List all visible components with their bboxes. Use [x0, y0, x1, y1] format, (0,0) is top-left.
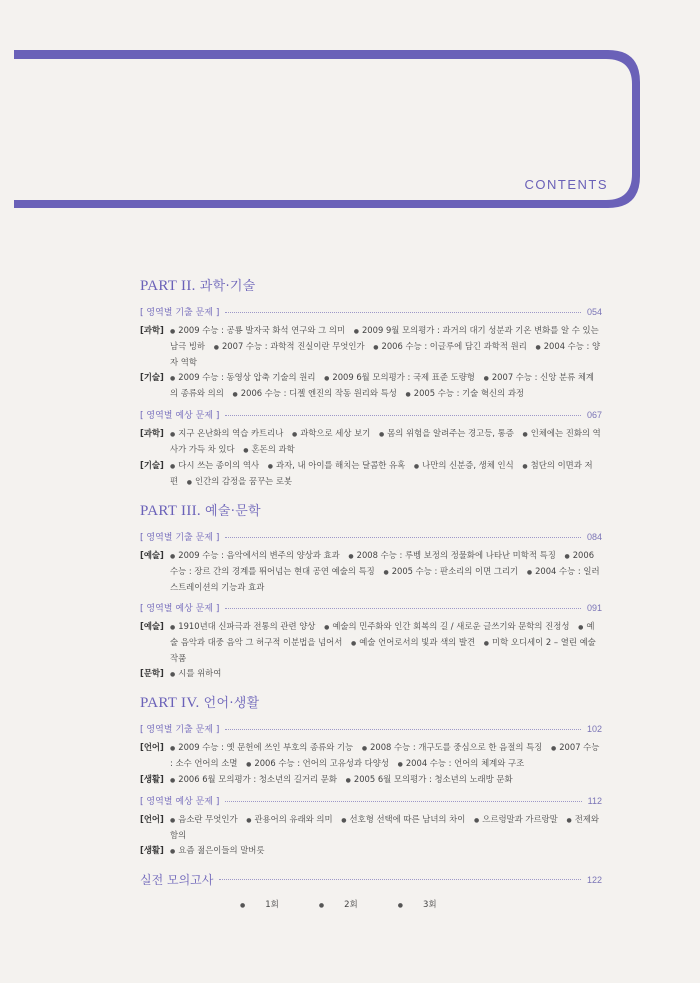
category-tag: [언어] [140, 742, 164, 752]
item-title: 미학 오디세이 2 – 열린 예술 작품 [170, 637, 596, 663]
contents-title: CONTENTS [524, 177, 608, 192]
bullet-icon: ● [186, 479, 193, 486]
toc-item[interactable] [348, 550, 555, 560]
item-title: 과자, 내 아이를 해치는 달콤한 유혹 [275, 460, 406, 470]
toc-item[interactable] [414, 460, 514, 470]
item-title: 2004 수능 : 양자 역학 [170, 341, 601, 367]
section-label: [ 영역별 예상 문제 ] [140, 797, 220, 807]
category-tag: [과학] [140, 325, 164, 335]
bullet-icon: ● [383, 569, 389, 576]
toc-entry [140, 772, 602, 788]
toc-item[interactable] [170, 621, 315, 631]
item-title: 시를 위하여 [178, 668, 222, 678]
round-label: 3회 [423, 900, 437, 910]
item-title: 혼돈의 과학 [251, 444, 295, 454]
item-title: 요즘 젊은이들의 말버릇 [178, 845, 265, 855]
bullet-icon: ● [566, 817, 572, 824]
item-title: 나만의 신분증, 생체 인식 [422, 460, 514, 470]
page-number: 091 [586, 602, 602, 613]
category-tag: [문학] [140, 668, 164, 678]
item-title: 2006 수능 : 디젤 엔진의 작동 원리와 특성 [240, 388, 397, 398]
toc-item[interactable] [187, 476, 292, 486]
toc-item[interactable] [170, 325, 345, 335]
entry-items [170, 426, 602, 458]
bullet-icon: ● [483, 375, 489, 382]
bullet-icon: ● [341, 817, 347, 824]
bullet-icon: ● [353, 328, 359, 335]
toc-item[interactable] [341, 814, 465, 824]
item-title: 2006 수능 : 이글루에 담긴 과학적 원리 [381, 341, 527, 351]
bullet-icon: ● [246, 817, 252, 824]
toc-item[interactable] [170, 550, 340, 560]
bullet-icon: ● [170, 375, 176, 382]
round-item[interactable] [240, 900, 299, 910]
section-label: [ 영역별 기출 문제 ] [140, 533, 220, 543]
entry-items [170, 370, 602, 402]
bullet-icon: ● [170, 624, 176, 631]
item-title: 1910년대 신파극과 전통의 관련 양상 [178, 621, 316, 631]
bullet-icon: ● [170, 328, 176, 335]
leader-dots [225, 312, 581, 313]
part-heading [140, 275, 602, 295]
entry-items [170, 323, 602, 370]
bullet-icon: ● [318, 902, 325, 909]
bullet-icon: ● [345, 777, 351, 784]
page-number: 067 [586, 409, 602, 420]
mock-exam-heading[interactable] [140, 871, 602, 888]
bullet-icon: ● [170, 671, 176, 678]
bullet-icon: ● [535, 344, 541, 351]
bullet-icon: ● [564, 553, 570, 560]
item-title: 2009 9월 모의평가 : 과거의 대기 성분과 기온 변화를 알 수 있는 남극 빙하 [170, 325, 599, 351]
part-number: PART II. [140, 278, 196, 294]
bullet-icon: ● [246, 761, 252, 768]
part-title: 과학·기술 [199, 279, 256, 294]
item-title: 2007 수능 : 과학적 진실이란 무엇인가 [221, 341, 365, 351]
item-title: 몸의 위험을 알려주는 경고등, 통증 [387, 428, 514, 438]
item-title: 예술 음악과 대중 음악 그 허구적 이분법을 넘어서 [170, 621, 595, 647]
bullet-icon: ● [170, 817, 176, 824]
toc-entry [140, 370, 602, 402]
section-header[interactable] [140, 408, 602, 421]
toc-item[interactable] [170, 372, 315, 382]
bullet-icon: ● [578, 624, 584, 631]
item-title: 관용어의 유래와 의미 [254, 814, 333, 824]
toc-item[interactable] [170, 774, 337, 784]
toc-item[interactable] [214, 341, 365, 351]
part-title: 예술·문학 [205, 504, 261, 519]
round-item[interactable] [319, 900, 378, 910]
entry-items [170, 843, 602, 859]
toc-item[interactable] [373, 341, 527, 351]
item-title: 2009 6월 모의평가 : 국제 표준 도량형 [332, 372, 475, 382]
toc-item[interactable] [398, 758, 525, 768]
section-label: [ 영역별 기출 문제 ] [140, 308, 220, 318]
bullet-icon: ● [170, 745, 176, 752]
toc-item[interactable] [246, 758, 389, 768]
item-title: 과학으로 세상 보기 [300, 428, 371, 438]
toc-entry [140, 548, 602, 595]
bullet-icon: ● [474, 817, 480, 824]
part-number: PART III. [140, 503, 201, 519]
section-header[interactable] [140, 794, 602, 807]
bullet-icon: ● [170, 431, 176, 438]
item-title: 2009 수능 : 음악에서의 변주의 양상과 효과 [178, 550, 340, 560]
bullet-icon: ● [232, 391, 238, 398]
item-title: 2007 수능 : 소수 언어의 소멸 [170, 742, 600, 768]
bullet-icon: ● [324, 624, 330, 631]
toc-item[interactable] [246, 814, 332, 824]
toc-item[interactable] [324, 372, 475, 382]
item-title: 으르렁말과 가르랑말 [482, 814, 558, 824]
entry-items [170, 666, 602, 682]
toc-entry [140, 843, 602, 859]
section-header[interactable] [140, 601, 602, 614]
bullet-icon: ● [397, 761, 403, 768]
bullet-icon: ● [351, 640, 357, 647]
toc-entry [140, 458, 602, 490]
toc-item[interactable] [170, 845, 264, 855]
item-title: 2007 수능 : 신앙 분류 체계의 종류와 의의 [170, 372, 594, 398]
category-tag: [기술] [140, 372, 164, 382]
item-title: 음소란 무엇인가 [178, 814, 238, 824]
table-of-contents [140, 275, 602, 910]
toc-item[interactable] [170, 428, 283, 438]
item-title: 선호형 선택에 따른 남녀의 차이 [349, 814, 466, 824]
bullet-icon: ● [240, 902, 246, 909]
toc-entry [140, 812, 602, 843]
toc-entry [140, 426, 602, 458]
round-label: 1회 [265, 900, 279, 910]
toc-item[interactable] [406, 388, 525, 398]
item-title: 2009 수능 : 동영상 압축 기술의 원리 [178, 372, 316, 382]
bullet-icon: ● [405, 391, 411, 398]
item-title: 2005 수능 : 판소리의 이면 그리기 [391, 566, 519, 576]
bullet-icon: ● [397, 902, 403, 909]
category-tag: [생활] [140, 845, 164, 855]
bullet-icon: ● [526, 569, 533, 576]
bullet-icon: ● [292, 431, 298, 438]
item-title: 2009 수능 : 옛 문헌에 쓰인 부호의 종류와 기능 [178, 742, 354, 752]
entry-items [170, 458, 602, 490]
toc-entry [140, 619, 602, 666]
item-title: 2006 수능 : 장르 간의 경계를 뛰어넘는 현대 공연 예술의 특징 [170, 550, 595, 576]
toc-item[interactable] [362, 742, 542, 752]
round-item[interactable] [398, 900, 457, 910]
leader-dots [225, 729, 581, 730]
page-number: 122 [586, 874, 602, 885]
toc-item[interactable] [243, 444, 294, 454]
bullet-icon: ● [170, 848, 176, 855]
bullet-icon: ● [413, 463, 420, 470]
section-label: [ 영역별 예상 문제 ] [140, 411, 220, 421]
item-title: 전제와 함의 [170, 814, 599, 840]
bullet-icon: ● [361, 745, 368, 752]
item-title: 다시 쓰는 종이의 역사 [178, 460, 260, 470]
round-label: 2회 [344, 900, 358, 910]
bullet-icon: ● [378, 431, 385, 438]
toc-item[interactable] [474, 814, 558, 824]
toc-item[interactable] [170, 460, 259, 470]
toc-item[interactable] [170, 742, 353, 752]
toc-item[interactable] [268, 460, 406, 470]
section-header[interactable] [140, 305, 602, 318]
item-title: 예술의 민주화와 인간 회복의 길 / 새로운 글쓰기와 문학의 진정성 [332, 621, 570, 631]
entry-items [170, 740, 602, 772]
toc-entry [140, 740, 602, 772]
leader-dots [225, 608, 581, 609]
item-title: 2009 수능 : 공룡 발자국 화석 연구와 그 의미 [178, 325, 346, 335]
bullet-icon: ● [243, 447, 249, 454]
bullet-icon: ● [267, 463, 273, 470]
category-tag: [예술] [140, 550, 164, 560]
item-title: 첨단의 이면과 저편 [170, 460, 593, 486]
toc-entry [140, 323, 602, 370]
page-number: 054 [586, 306, 602, 317]
bullet-icon: ● [170, 777, 176, 784]
item-title: 인간의 감정을 꿈꾸는 로봇 [195, 476, 292, 486]
toc-entry [140, 666, 602, 682]
part-number: PART IV. [140, 695, 200, 711]
entry-items [170, 548, 602, 595]
section-label: [ 영역별 기출 문제 ] [140, 725, 220, 735]
bullet-icon: ● [522, 431, 528, 438]
category-tag: [기술] [140, 460, 164, 470]
item-title: 지구 온난화의 역습 카트리나 [178, 428, 284, 438]
toc-item[interactable] [324, 621, 569, 631]
category-tag: [과학] [140, 428, 164, 438]
bullet-icon: ● [348, 553, 354, 560]
bullet-icon: ● [170, 553, 176, 560]
leader-dots [219, 879, 581, 880]
item-title: 2008 수능 : 루벵 보정의 정물화에 나타난 미학적 특징 [356, 550, 556, 560]
category-tag: [예술] [140, 621, 164, 631]
item-title: 2006 6월 모의평가 : 청소년의 길거리 문화 [178, 774, 337, 784]
mock-exam-title: 실전 모의고사 [140, 873, 214, 887]
part-heading [140, 500, 602, 520]
toc-item[interactable] [292, 428, 370, 438]
bullet-icon: ● [483, 640, 490, 647]
toc-item[interactable] [383, 566, 518, 576]
leader-dots [225, 415, 581, 416]
bullet-icon: ● [373, 344, 379, 351]
section-header[interactable] [140, 530, 602, 543]
mock-exam-rounds [240, 898, 602, 910]
entry-items [170, 812, 602, 843]
toc-item[interactable] [170, 668, 221, 678]
leader-dots [225, 801, 581, 802]
bullet-icon: ● [324, 375, 330, 382]
toc-item[interactable] [170, 814, 238, 824]
toc-item[interactable] [233, 388, 397, 398]
bullet-icon: ● [170, 463, 176, 470]
page-number: 084 [586, 531, 602, 542]
section-header[interactable] [140, 722, 602, 735]
item-title: 2004 수능 : 일러스트레이션의 기능과 효과 [170, 566, 600, 592]
item-title: 2005 6월 모의평가 : 청소년의 노래방 문화 [353, 774, 513, 784]
entry-items [170, 772, 602, 788]
entry-items [170, 619, 602, 666]
item-title: 2005 수능 : 기술 혁신의 과정 [413, 388, 525, 398]
item-title: 2004 수능 : 언어의 체계와 구조 [405, 758, 525, 768]
part-heading [140, 692, 602, 712]
part-title: 언어·생활 [203, 696, 260, 711]
page-number: 112 [587, 795, 602, 806]
leader-dots [225, 537, 581, 538]
toc-item[interactable] [351, 637, 475, 647]
toc-item[interactable] [346, 774, 513, 784]
page-number: 102 [586, 723, 602, 734]
category-tag: [언어] [140, 814, 164, 824]
bullet-icon: ● [522, 463, 528, 470]
item-title: 2008 수능 : 개구도를 중심으로 한 음절의 특징 [370, 742, 543, 752]
section-label: [ 영역별 예상 문제 ] [140, 604, 220, 614]
bullet-icon: ● [213, 344, 219, 351]
item-title: 2006 수능 : 언어의 고유성과 다양성 [254, 758, 389, 768]
item-title: 예술 언어로서의 빛과 색의 발견 [359, 637, 476, 647]
category-tag: [생활] [140, 774, 164, 784]
toc-item[interactable] [379, 428, 514, 438]
item-title: 인체에는 진화의 역사가 가득 차 있다 [170, 428, 601, 454]
bullet-icon: ● [550, 745, 557, 752]
